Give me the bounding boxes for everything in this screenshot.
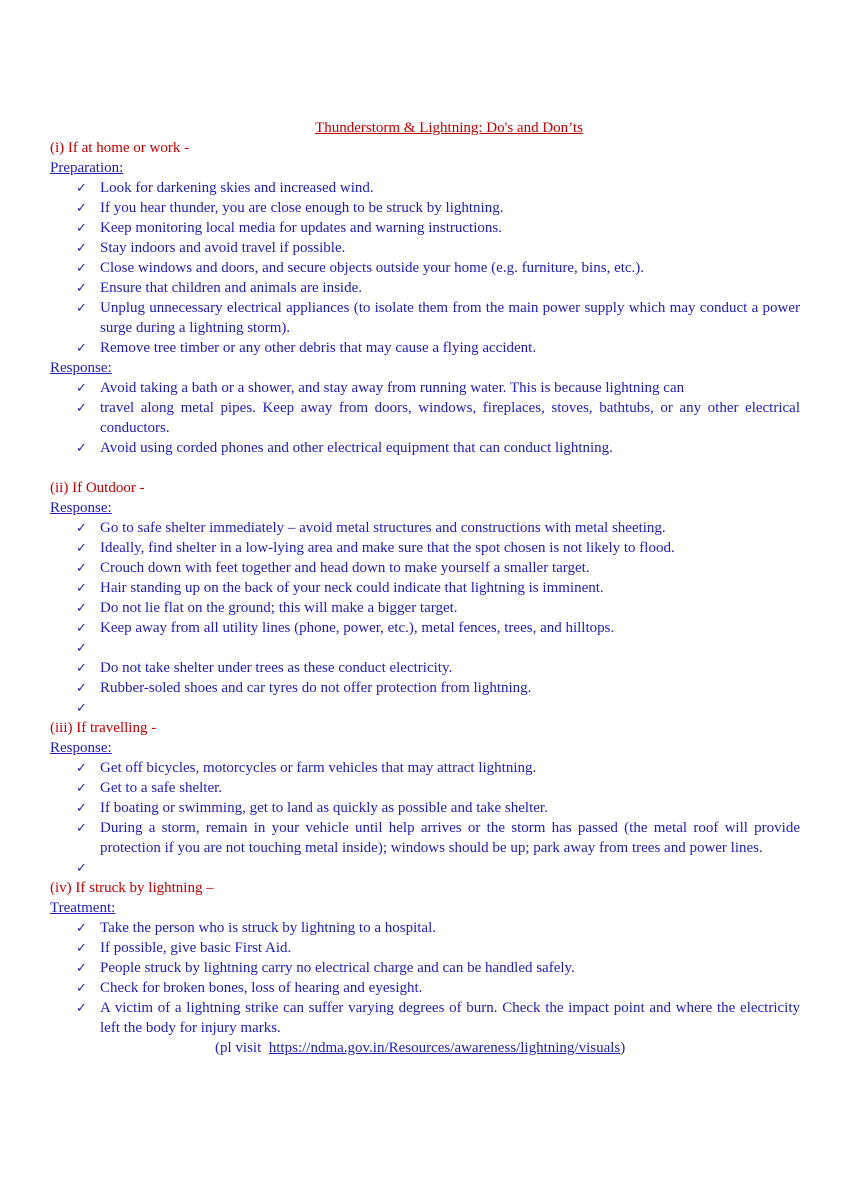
checkmark-icon: ✓ <box>76 620 87 635</box>
list-item-text: If boating or swimming, get to land as quickly as possible and take shelter. <box>100 800 548 816</box>
list-item-text: Close windows and doors, and secure objects outside your home (e.g. furniture, bins, etc.). <box>100 260 645 276</box>
list-item <box>50 538 800 558</box>
document-page <box>50 118 800 1058</box>
list-item <box>50 218 800 238</box>
list-item-text: Avoid using corded phones and other electrical equipment that can conduct lightning. <box>100 440 613 456</box>
list-item-text: Remove tree timber or any other debris that may cause a flying accident. <box>100 340 537 356</box>
list-item-text: A victim of a lightning strike can suffer varying degrees of burn. Check the impact point and where the electricity left the body for injury marks. <box>100 1000 800 1036</box>
list-item <box>50 198 800 218</box>
list-item <box>50 778 800 798</box>
list-item-text: Unplug unnecessary electrical appliances (to isolate them from the main power supply which may conduct a power surge during a lightning storm). <box>100 300 800 336</box>
list-item-text: Stay indoors and avoid travel if possible. <box>100 240 346 256</box>
list-item <box>50 818 800 858</box>
list-item-text: People struck by lightning carry no electrical charge and can be handled safely. <box>100 960 575 976</box>
list-item-text: Look for darkening skies and increased wind. <box>100 180 374 196</box>
checkmark-icon: ✓ <box>76 600 87 615</box>
list-item-text: Rubber-soled shoes and car tyres do not offer protection from lightning. <box>100 680 532 696</box>
list-item <box>50 758 800 778</box>
list-item <box>50 338 800 358</box>
list-item <box>50 958 800 978</box>
list-item <box>50 178 800 198</box>
list-item-text: Ensure that children and animals are inside. <box>100 280 362 296</box>
response-list-home <box>50 378 800 458</box>
section-heading-struck: (iv) If struck by lightning – <box>50 880 214 896</box>
list-item-text: travel along metal pipes. Keep away from doors, windows, fireplaces, stoves, bathtubs, or any other electrical conductors. <box>100 400 800 436</box>
list-item <box>50 258 800 278</box>
checkmark-icon: ✓ <box>76 560 87 575</box>
list-item <box>50 438 800 458</box>
list-item <box>50 378 800 398</box>
checkmark-icon: ✓ <box>76 920 87 935</box>
checkmark-icon: ✓ <box>76 220 87 235</box>
subheading-preparation: Preparation: <box>50 160 124 176</box>
checkmark-icon: ✓ <box>76 960 87 975</box>
list-item-text: Check for broken bones, loss of hearing and eyesight. <box>100 980 423 996</box>
preparation-list <box>50 178 800 358</box>
checkmark-icon: ✓ <box>76 760 87 775</box>
list-item <box>50 278 800 298</box>
checkmark-icon: ✓ <box>76 780 87 795</box>
checkmark-icon: ✓ <box>76 640 87 655</box>
list-item-text: During a storm, remain in your vehicle until help arrives or the storm has passed (the metal roof will provide protection if you are not touching metal inside); windows should be up; park away from trees and power lines. <box>100 820 800 856</box>
subheading-treatment: Treatment: <box>50 900 116 916</box>
checkmark-icon: ✓ <box>76 300 87 315</box>
list-item <box>50 558 800 578</box>
checkmark-icon: ✓ <box>76 380 87 395</box>
section-heading-travelling: (iii) If travelling - <box>50 720 157 736</box>
checkmark-icon: ✓ <box>76 940 87 955</box>
document-title: Thunderstorm & Lightning: Do's and Don’ts <box>315 120 583 136</box>
list-item <box>50 638 800 658</box>
list-item <box>50 398 800 438</box>
treatment-list <box>50 918 800 1038</box>
list-item <box>50 798 800 818</box>
list-item <box>50 698 800 718</box>
checkmark-icon: ✓ <box>76 1000 87 1015</box>
list-item-text: Ideally, find shelter in a low-lying area and make sure that the spot chosen is not likely to flood. <box>100 540 675 556</box>
subheading-response: Response: <box>50 360 112 376</box>
visit-prefix: (pl visit <box>215 1040 269 1056</box>
checkmark-icon: ✓ <box>76 200 87 215</box>
list-item <box>50 238 800 258</box>
checkmark-icon: ✓ <box>76 820 87 835</box>
response-list-travelling <box>50 758 800 878</box>
checkmark-icon: ✓ <box>76 860 87 875</box>
subheading-response: Response: <box>50 500 112 516</box>
list-item <box>50 618 800 638</box>
list-item-text: Take the person who is struck by lightning to a hospital. <box>100 920 436 936</box>
checkmark-icon: ✓ <box>76 800 87 815</box>
checkmark-icon: ✓ <box>76 660 87 675</box>
list-item <box>50 978 800 998</box>
list-item <box>50 678 800 698</box>
checkmark-icon: ✓ <box>76 520 87 535</box>
ndma-link[interactable]: https://ndma.gov.in/Resources/awareness/lightning/visuals <box>268 1040 621 1056</box>
list-item <box>50 298 800 338</box>
visit-suffix: ) <box>620 1040 626 1056</box>
list-item-text: Get to a safe shelter. <box>100 780 223 796</box>
checkmark-icon: ✓ <box>76 980 87 995</box>
checkmark-icon: ✓ <box>76 280 87 295</box>
checkmark-icon: ✓ <box>76 260 87 275</box>
list-item-text: Avoid taking a bath or a shower, and stay away from running water. This is because lightning can <box>100 380 685 396</box>
list-item-text: Keep monitoring local media for updates and warning instructions. <box>100 220 502 236</box>
list-item-text: Do not lie flat on the ground; this will make a bigger target. <box>100 600 458 616</box>
list-item-text: Crouch down with feet together and head down to make yourself a smaller target. <box>100 560 590 576</box>
visit-note <box>50 1038 800 1058</box>
list-item <box>50 938 800 958</box>
list-item <box>50 998 800 1038</box>
list-item-text: If possible, give basic First Aid. <box>100 940 292 956</box>
section-heading-home: (i) If at home or work - <box>50 140 190 156</box>
list-item-text: Do not take shelter under trees as these conduct electricity. <box>100 660 453 676</box>
list-item <box>50 858 800 878</box>
subheading-response: Response: <box>50 740 112 756</box>
checkmark-icon: ✓ <box>76 440 87 455</box>
checkmark-icon: ✓ <box>76 580 87 595</box>
checkmark-icon: ✓ <box>76 680 87 695</box>
list-item <box>50 598 800 618</box>
list-item-text: Get off bicycles, motorcycles or farm vehicles that may attract lightning. <box>100 760 537 776</box>
checkmark-icon: ✓ <box>76 400 87 415</box>
checkmark-icon: ✓ <box>76 700 87 715</box>
list-item <box>50 918 800 938</box>
list-item <box>50 518 800 538</box>
checkmark-icon: ✓ <box>76 180 87 195</box>
response-list-outdoor <box>50 518 800 718</box>
checkmark-icon: ✓ <box>76 340 87 355</box>
list-item-text: If you hear thunder, you are close enough to be struck by lightning. <box>100 200 504 216</box>
checkmark-icon: ✓ <box>76 240 87 255</box>
list-item-text: Keep away from all utility lines (phone, power, etc.), metal fences, trees, and hilltops. <box>100 620 615 636</box>
section-heading-outdoor: (ii) If Outdoor - <box>50 480 145 496</box>
list-item <box>50 578 800 598</box>
list-item <box>50 658 800 678</box>
checkmark-icon: ✓ <box>76 540 87 555</box>
list-item-text: Hair standing up on the back of your neck could indicate that lightning is imminent. <box>100 580 604 596</box>
list-item-text: Go to safe shelter immediately – avoid metal structures and constructions with metal sheeting. <box>100 520 666 536</box>
